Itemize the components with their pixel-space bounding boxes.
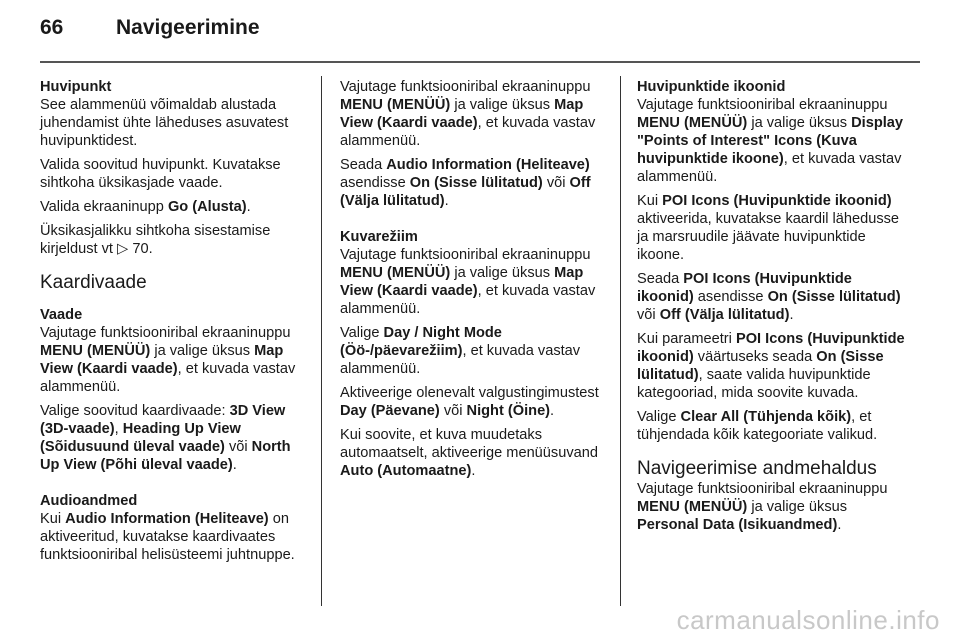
paragraph: Kui POI Icons (Huvipunktide ikoonid) aktiveerida, kuvatakse kaardil lähedusse ja marsruudile jäävate huvipunktide ikoone.	[637, 193, 900, 263]
paragraph: Valige Day / Night Mode (Öö-/päevarežiim), et kuvada vastav alammenüü.	[340, 325, 581, 377]
paragraph: Vajutage funktsiooniribal ekraaninuppu MENU (MENÜÜ) ja valige üksus Personal Data (Isikuandmed).	[637, 481, 888, 533]
column-2	[340, 78, 608, 486]
column-divider-2	[620, 76, 621, 606]
paragraph: Valige Clear All (Tühjenda kõik), et tühjendada kõik kategooriate valikud.	[637, 409, 878, 443]
subsection-heading-audioandmed: Audioandmed	[40, 493, 138, 509]
paragraph: Kui Audio Information (Heliteave) on aktiveeritud, kuvatakse kaardivaates funktsiooniribal helisüsteemi juhtnuppe.	[40, 511, 295, 563]
header-rule	[40, 61, 920, 63]
page-number: 66	[40, 16, 64, 39]
paragraph: Vajutage funktsiooniribal ekraaninuppu MENU (MENÜÜ) ja valige üksus Map View (Kaardi vaade), et kuvada vastav alammenüü.	[340, 79, 596, 149]
paragraph: Kui soovite, et kuva muudetaks automaatselt, aktiveerige menüüsuvand Auto (Automaatne).	[340, 427, 598, 479]
paragraph: Vajutage funktsiooniribal ekraaninuppu MENU (MENÜÜ) ja valige üksus Map View (Kaardi vaade), et kuvada vastav alammenüü.	[340, 247, 596, 317]
paragraph: Valida ekraaninupp Go (Alusta).	[40, 199, 251, 215]
column-1	[40, 78, 308, 570]
section-heading-andmehaldus: Navigeerimise andmehaldus	[637, 458, 877, 479]
column-3	[637, 78, 912, 540]
section-heading-kaardivaade: Kaardivaade	[40, 272, 147, 293]
paragraph: Valida soovitud huvipunkt. Kuvatakse sihtkoha üksikasjade vaade.	[40, 157, 281, 191]
paragraph: Kui parameetri POI Icons (Huvipunktide ikoonid) väärtuseks seada On (Sisse lülitatud), saate valida huvipunktide kategooriad, mida soovite kuvada.	[637, 331, 905, 401]
paragraph: Vajutage funktsiooniribal ekraaninuppu MENU (MENÜÜ) ja valige üksus Display "Points of Interest" Icons (Kuva huvipunktide ikoone), et kuvada vastav alammenüü.	[637, 97, 904, 185]
paragraph: Seada Audio Information (Heliteave) asendisse On (Sisse lülitatud) või Off (Välja lülitatud).	[340, 157, 591, 209]
watermark: carmanualsonline.info	[676, 605, 940, 635]
paragraph: See alammenüü võimaldab alustada juhendamist ühte läheduses asuvatest huvipunktidest.	[40, 97, 289, 149]
subsection-heading-kuvarezhiim: Kuvarežiim	[340, 229, 418, 245]
page-title: Navigeerimine	[116, 16, 260, 39]
page-ref-arrow-icon: ▷	[117, 241, 129, 257]
paragraph: Valige soovitud kaardivaade: 3D View (3D-vaade), Heading Up View (Sõidusuund üleval vaade) või North Up View (Põhi üleval vaade).	[40, 403, 291, 473]
section-heading-huvipunkt: Huvipunkt	[40, 79, 112, 95]
column-divider-1	[321, 76, 322, 606]
paragraph: Seada POI Icons (Huvipunktide ikoonid) asendisse On (Sisse lülitatud) või Off (Välja lülitatud).	[637, 271, 901, 323]
subsection-heading-huvipunktide-ikoonid: Huvipunktide ikoonid	[637, 79, 786, 95]
subsection-heading-vaade: Vaade	[40, 307, 83, 323]
page-header	[40, 16, 920, 56]
paragraph: Üksikasjalikku sihtkoha sisestamise kirjeldust vt ▷ 70.	[40, 223, 271, 257]
paragraph: Aktiveerige olenevalt valgustingimustest Day (Päevane) või Night (Öine).	[340, 385, 599, 419]
page-ref-link[interactable]: 70.	[132, 241, 153, 257]
paragraph: Vajutage funktsiooniribal ekraaninuppu MENU (MENÜÜ) ja valige üksus Map View (Kaardi vaade), et kuvada vastav alammenüü.	[40, 325, 296, 395]
